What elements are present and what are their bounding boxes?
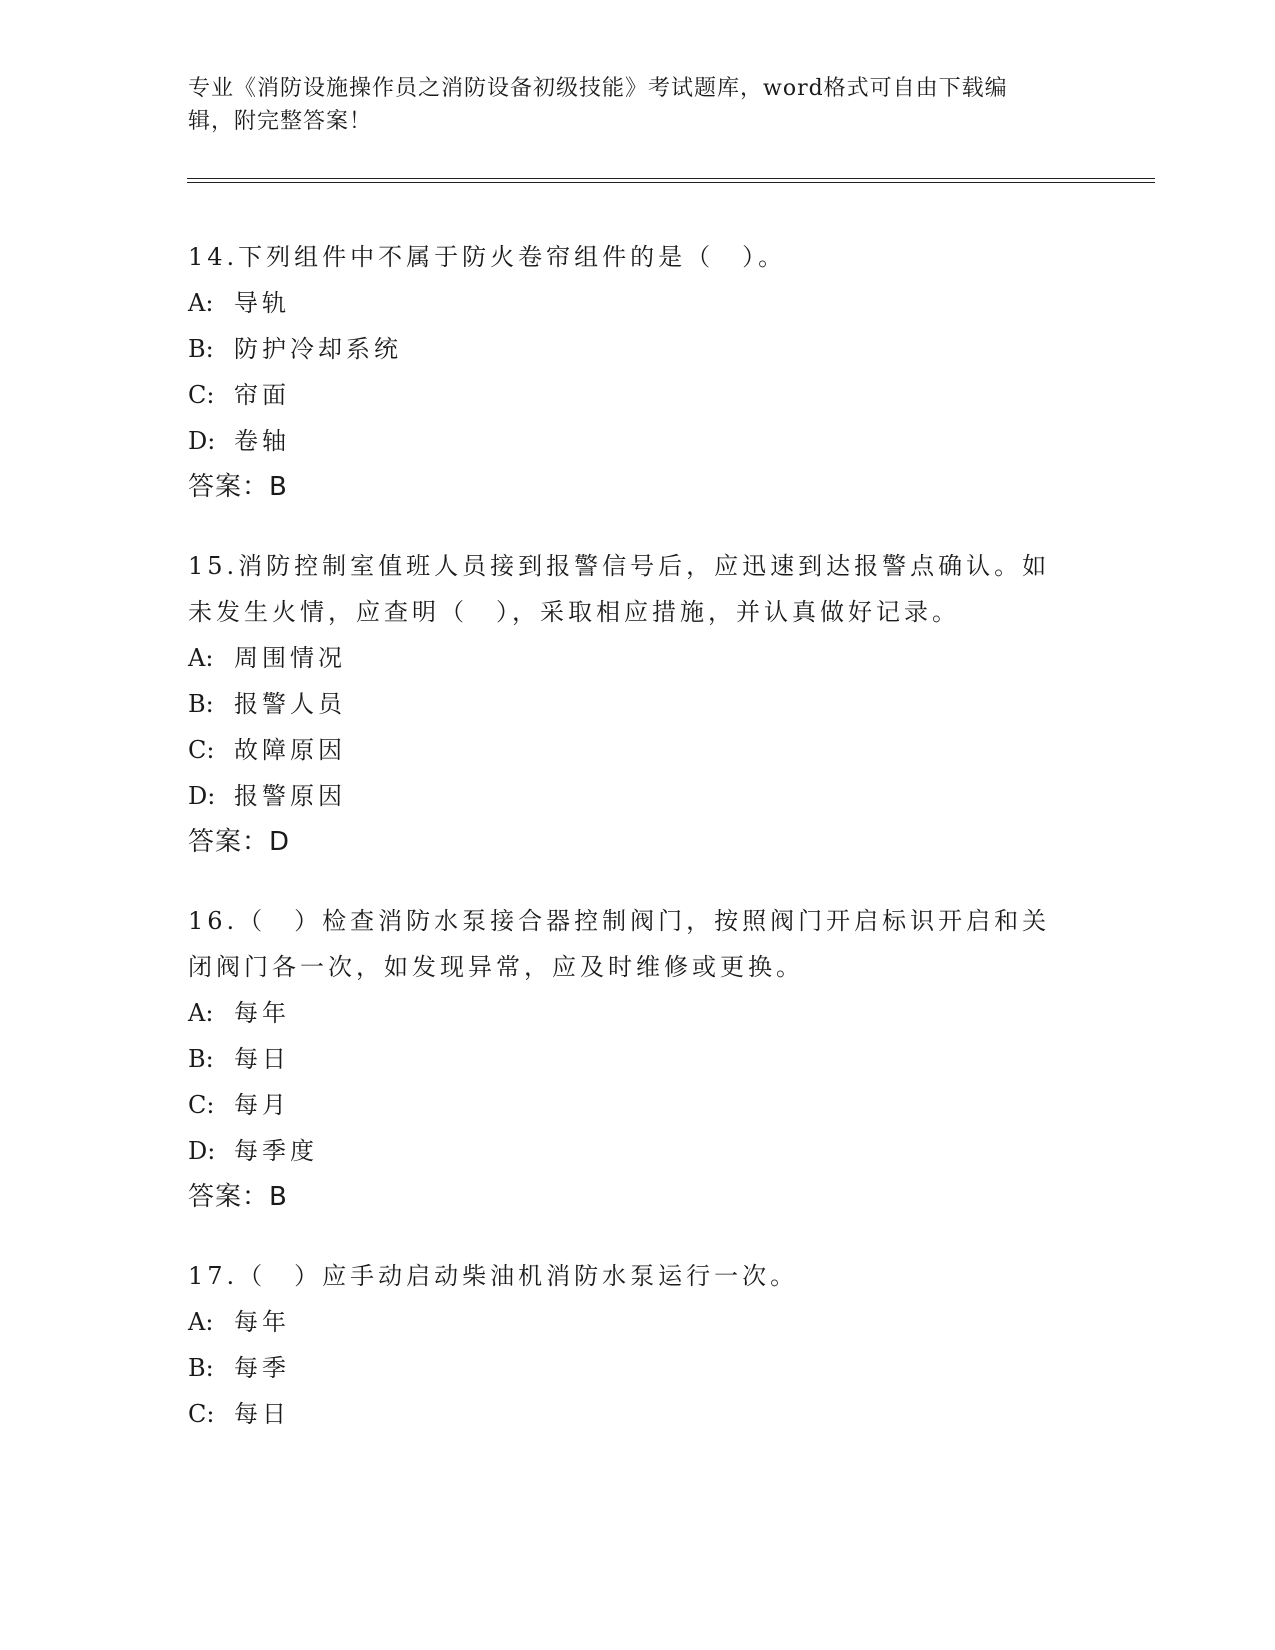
option-a: [188, 990, 1088, 1036]
header-divider: [187, 178, 1155, 179]
option-letter: D:: [188, 782, 216, 810]
option-text: 每日: [234, 1400, 290, 1428]
option-text: 周围情况: [234, 644, 346, 672]
option-c: [188, 727, 1088, 773]
answer-line: 答案：B: [188, 1182, 288, 1212]
option-text: 故障原因: [234, 736, 346, 764]
question-stem: 闭阀门各一次，如发现异常，应及时维修或更换。: [188, 953, 804, 981]
option-text: 每季度: [234, 1137, 318, 1165]
option-text: 每季: [234, 1354, 290, 1382]
option-b: [188, 681, 1088, 727]
question-14: [188, 234, 1088, 510]
document-header: [188, 72, 1088, 138]
question-16: [188, 898, 1088, 1220]
answer-line: 答案：B: [188, 472, 288, 502]
option-text: 导轨: [234, 289, 290, 317]
option-text: 每月: [234, 1091, 290, 1119]
option-letter: C:: [188, 1091, 215, 1119]
option-d: [188, 1128, 1088, 1174]
option-a: [188, 635, 1088, 681]
header-line: 专业《消防设施操作员之消防设备初级技能》考试题库，word格式可自由下载编: [188, 76, 1008, 101]
option-b: [188, 1036, 1088, 1082]
option-d: [188, 418, 1088, 464]
header-line: 辑，附完整答案！: [188, 109, 373, 134]
option-text: 每日: [234, 1045, 290, 1073]
option-letter: B:: [188, 1045, 214, 1073]
option-letter: B:: [188, 690, 214, 718]
question-stem: 15.消防控制室值班人员接到报警信号后，应迅速到达报警点确认。如: [188, 552, 1051, 580]
option-b: [188, 1345, 1088, 1391]
option-text: 卷轴: [234, 427, 290, 455]
option-letter: D:: [188, 427, 216, 455]
header-divider: [187, 182, 1155, 183]
option-letter: C:: [188, 1400, 215, 1428]
question-17: [188, 1253, 1088, 1437]
option-text: 每年: [234, 999, 290, 1027]
option-b: [188, 326, 1088, 372]
option-letter: A:: [188, 1308, 214, 1336]
option-c: [188, 372, 1088, 418]
option-text: 帘面: [234, 381, 290, 409]
question-list: [188, 234, 1088, 1470]
option-letter: D:: [188, 1137, 216, 1165]
answer-line: 答案：D: [188, 827, 291, 857]
option-text: 报警原因: [234, 782, 346, 810]
question-stem: 未发生火情，应查明（ ），采取相应措施，并认真做好记录。: [188, 598, 960, 626]
option-d: [188, 773, 1088, 819]
option-c: [188, 1391, 1088, 1437]
option-a: [188, 1299, 1088, 1345]
option-text: 防护冷却系统: [234, 335, 402, 363]
question-stem: 16.（ ）检查消防水泵接合器控制阀门，按照阀门开启标识开启和关: [188, 907, 1051, 935]
option-letter: A:: [188, 644, 214, 672]
question-stem: 17.（ ）应手动启动柴油机消防水泵运行一次。: [188, 1262, 799, 1290]
option-text: 每年: [234, 1308, 290, 1336]
option-a: [188, 280, 1088, 326]
option-letter: A:: [188, 999, 214, 1027]
option-letter: B:: [188, 1354, 214, 1382]
option-letter: C:: [188, 381, 215, 409]
option-letter: A:: [188, 289, 214, 317]
option-c: [188, 1082, 1088, 1128]
option-letter: C:: [188, 736, 215, 764]
option-letter: B:: [188, 335, 214, 363]
option-text: 报警人员: [234, 690, 346, 718]
question-15: [188, 543, 1088, 865]
question-stem: 14.下列组件中不属于防火卷帘组件的是（ ）。: [188, 243, 787, 271]
